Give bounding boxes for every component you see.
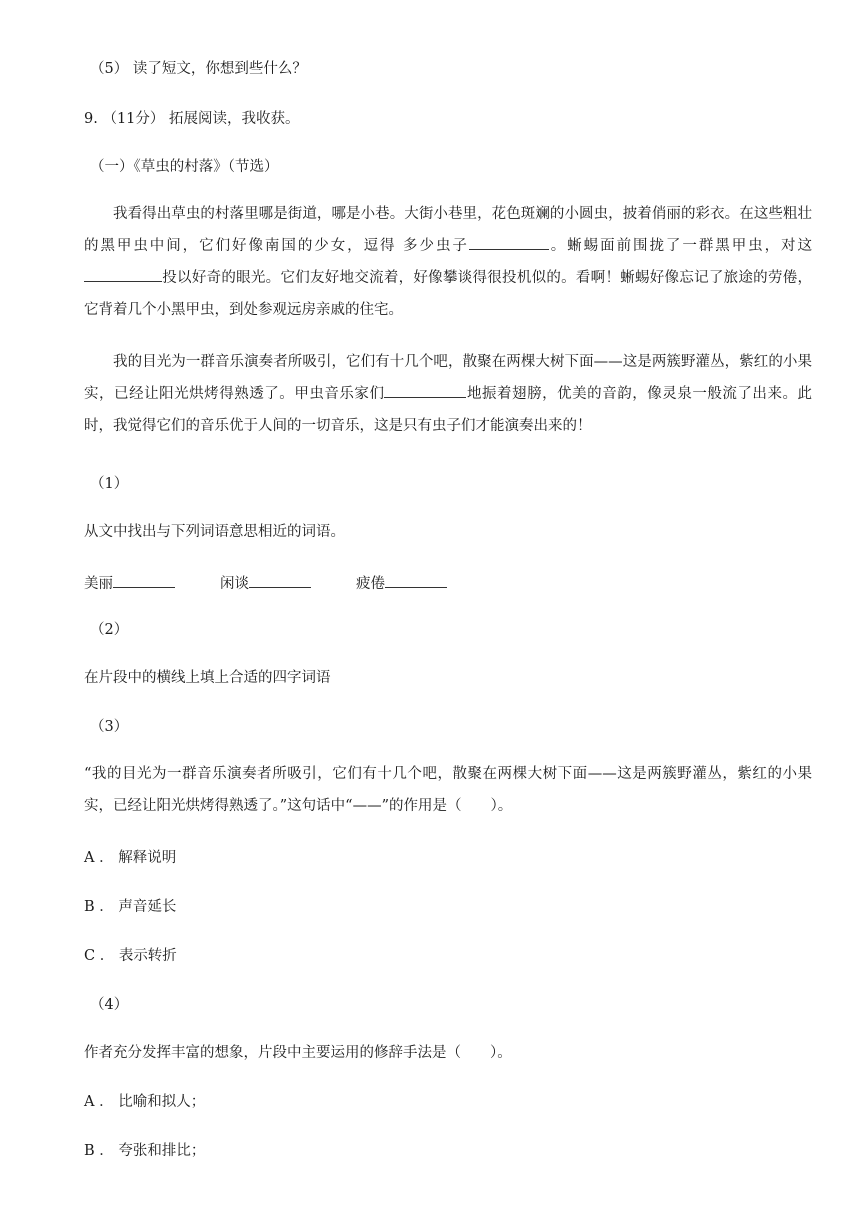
- answer-blank[interactable]: [385, 572, 447, 588]
- word-3: 疲倦: [356, 576, 385, 592]
- subquestion-3-prompt: “我的目光为一群音乐演奏者所吸引，它们有十几个吧，散聚在两棵大树下面——这是两簇野灌丛，紫红的小果实，已经让阳光烘烤得熟透了。”这句话中“——”的作用是（ ）。: [84, 766, 812, 814]
- question-5: （5） 读了短文，你想到些什么？: [90, 61, 307, 77]
- option-b[interactable]: B ． 声音延长: [84, 899, 177, 915]
- answer-blank[interactable]: [384, 382, 466, 398]
- synonym-words-row: [84, 572, 447, 594]
- subquestion-4-prompt: 作者充分发挥丰富的想象，片段中主要运用的修辞手法是（ ）。: [84, 1045, 512, 1061]
- answer-blank[interactable]: [84, 266, 162, 282]
- subquestion-1-number: （1）: [90, 476, 129, 492]
- option-b[interactable]: B ． 夸张和排比；: [84, 1143, 206, 1159]
- subquestion-2-prompt: 在片段中的横线上填上合适的四字词语: [84, 670, 331, 686]
- subquestion-3-number: （3）: [90, 719, 129, 735]
- answer-blank[interactable]: [113, 572, 175, 588]
- answer-blank[interactable]: [469, 234, 549, 250]
- passage-source: （一）《草虫的村落》（节选）: [90, 159, 279, 175]
- option-a[interactable]: A ． 比喻和拟人；: [84, 1094, 206, 1110]
- subquestion-2-number: （2）: [90, 622, 129, 638]
- word-2: 闲谈: [220, 576, 249, 592]
- subquestion-1-prompt: 从文中找出与下列词语意思相近的词语。: [84, 524, 345, 540]
- option-c[interactable]: C ． 表示转折: [84, 948, 177, 964]
- option-a[interactable]: A ． 解释说明: [84, 850, 177, 866]
- word-1: 美丽: [84, 576, 113, 592]
- passage-paragraph-1: 我看得出草虫的村落里哪是街道，哪是小巷。大街小巷里，花色斑斓的小圆虫，披着俏丽的彩衣。在这些粗壮的黑甲虫中间，它们好像南国的少女，逗得 多少虫子 。蜥蜴面前围拢了一群黑甲虫，对这投以好奇的眼光。它们友好地交流着，好像攀谈得很投机似的。看啊！蜥蜴好像忘记了旅途的劳倦，它背着几个小黑甲虫，到处参观远房亲戚的住宅。: [84, 206, 812, 318]
- answer-blank[interactable]: [249, 572, 311, 588]
- subquestion-4-number: （4）: [90, 997, 129, 1013]
- question-9-heading: 9. （11分） 拓展阅读，我收获。: [84, 111, 300, 127]
- passage-paragraph-2: 我的目光为一群音乐演奏者所吸引，它们有十几个吧，散聚在两棵大树下面——这是两簇野灌丛，紫红的小果实，已经让阳光烘烤得熟透了。甲虫音乐家们 地振着翅膀，优美的音韵，像灵泉一般流了出来。此时，我觉得它们的音乐优于人间的一切音乐，这是只有虫子们才能演奏出来的！: [84, 354, 813, 434]
